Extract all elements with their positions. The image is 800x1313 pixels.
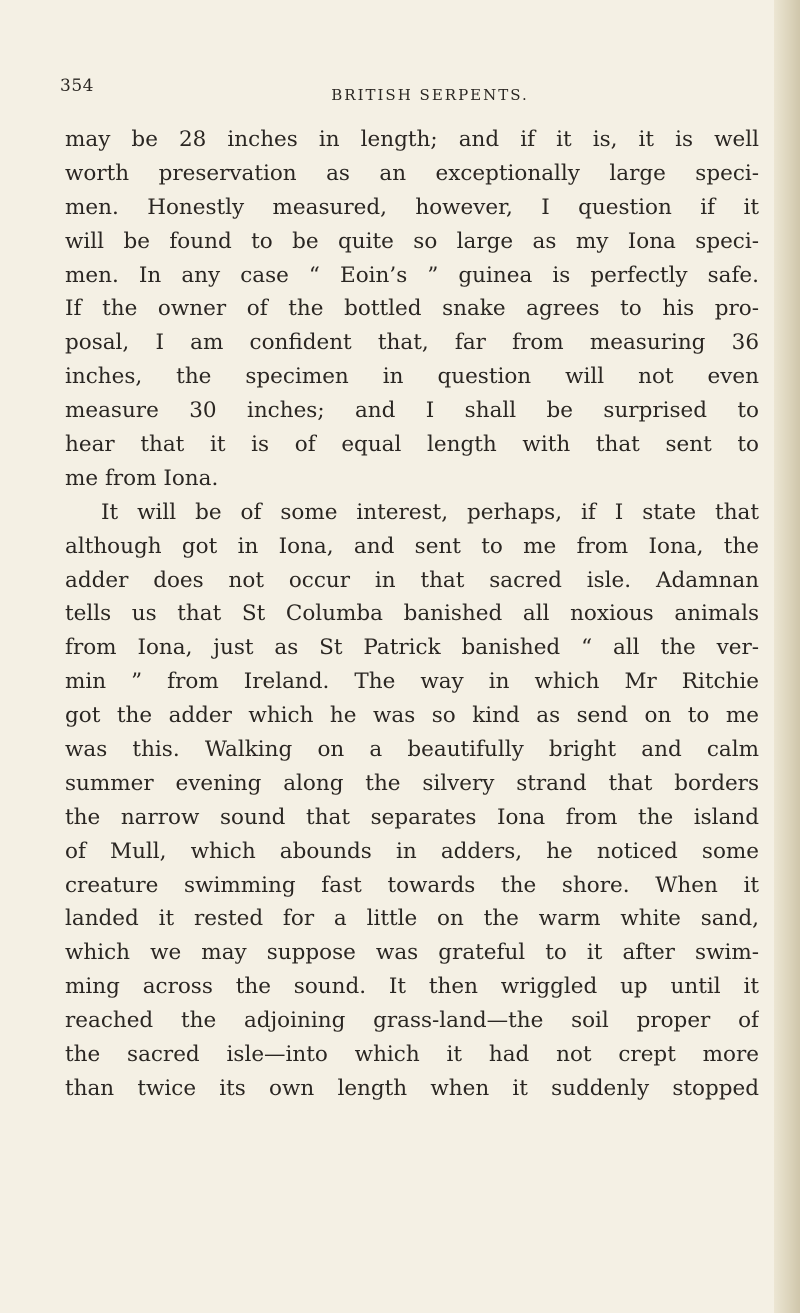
text-line: of Mull, which abounds in adders, he noticed some xyxy=(65,838,759,864)
page-header xyxy=(60,76,760,110)
running-head: BRITISH SERPENTS. xyxy=(331,86,529,104)
text-line: summer evening along the silvery strand that borders xyxy=(65,770,759,796)
text-line: landed it rested for a little on the warm white sand, xyxy=(65,906,759,932)
text-line: men. In any case “ Eoin’s ” guinea is perfectly safe. xyxy=(65,262,759,288)
text-line: which we may suppose was grateful to it after swim- xyxy=(65,940,759,966)
text-line: min ” from Ireland. The way in which Mr Ritchie xyxy=(65,669,759,695)
text-line: from Iona, just as St Patrick banished “ all the ver- xyxy=(65,635,759,661)
text-line: posal, I am confident that, far from measuring 36 xyxy=(65,330,759,356)
page-number: 354 xyxy=(60,76,94,96)
text-line: If the owner of the bottled snake agrees to his pro- xyxy=(65,296,759,322)
text-line: will be found to be quite so large as my Iona speci- xyxy=(65,228,759,254)
body-text xyxy=(65,123,759,1106)
text-line: tells us that St Columba banished all noxious animals xyxy=(65,601,759,627)
text-line: than twice its own length when it suddenly stopped xyxy=(65,1075,759,1101)
text-line: got the adder which he was so kind as send on to me xyxy=(65,703,759,729)
text-line: men. Honestly measured, however, I question if it xyxy=(65,194,759,220)
text-line: the narrow sound that separates Iona from the island xyxy=(65,804,759,830)
text-line: adder does not occur in that sacred isle. Adamnan xyxy=(65,567,759,593)
text-line: ming across the sound. It then wriggled up until it xyxy=(65,974,759,1000)
page-edge-shadow xyxy=(774,0,800,1313)
text-line: hear that it is of equal length with that sent to xyxy=(65,432,759,458)
text-line: although got in Iona, and sent to me from Iona, the xyxy=(65,533,759,559)
text-line: inches, the specimen in question will not even xyxy=(65,364,759,390)
text-line: creature swimming fast towards the shore. When it xyxy=(65,872,759,898)
text-line: measure 30 inches; and I shall be surprised to xyxy=(65,398,759,424)
text-line: the sacred isle—into which it had not crept more xyxy=(65,1042,759,1068)
text-line: me from Iona. xyxy=(65,465,219,491)
text-line: was this. Walking on a beautifully bright and calm xyxy=(65,737,759,763)
paragraph-first-line: It will be of some interest, perhaps, if I state that xyxy=(101,499,759,525)
text-line: reached the adjoining grass-land—the soil proper of xyxy=(65,1008,759,1034)
text-line: may be 28 inches in length; and if it is, it is well xyxy=(65,127,759,152)
text-line: worth preservation as an exceptionally large speci- xyxy=(65,160,759,186)
